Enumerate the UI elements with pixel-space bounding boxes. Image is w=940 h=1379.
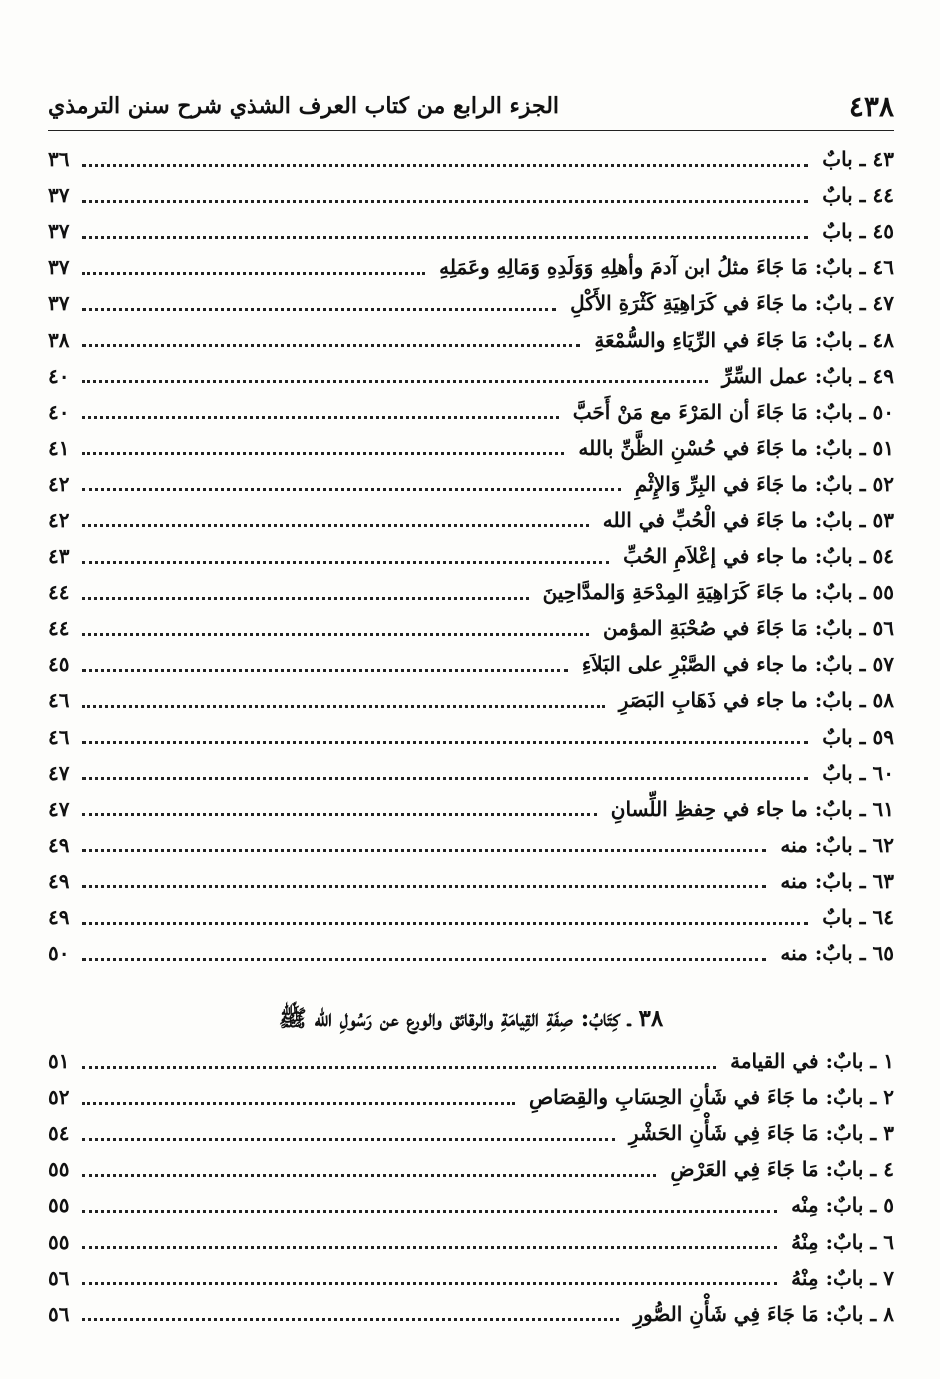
header-rule [48, 130, 894, 131]
toc-entry-page: ٣٧ [48, 183, 70, 208]
dot-leader [82, 669, 568, 672]
dot-leader [82, 452, 564, 455]
toc-entry-title: ٤٥ ـ بابٌ [822, 219, 894, 244]
toc-entry-title: ٥ ـ بابٌ: مِنْه [791, 1193, 894, 1218]
toc-entry-title: ٦٣ ـ بابٌ: منه [780, 868, 894, 893]
toc-entry [48, 466, 894, 502]
toc-entry [48, 285, 894, 321]
toc-entry-page: ٤٣ [48, 544, 70, 569]
toc-entry-page: ٤٠ [48, 363, 70, 388]
toc-entry-page: ٥٦ [48, 1265, 70, 1290]
toc-entry [48, 1043, 894, 1079]
dot-leader [82, 1318, 619, 1321]
toc-entry [48, 1223, 894, 1259]
toc-entry-title: ٤٨ ـ بابٌ: مَا جَاءَ في الرِّيَاءِ والسُّمْعَةِ [594, 327, 894, 352]
toc-entry-title: ٦٤ ـ بابٌ [822, 905, 894, 930]
toc-entry-title: ٣ ـ بابٌ: مَا جَاءَ فِي شَأْنِ الحَشْرِ [628, 1121, 894, 1146]
toc-entry [48, 358, 894, 394]
toc-entry [48, 1260, 894, 1296]
dot-leader [82, 524, 589, 527]
toc-entry [48, 1151, 894, 1187]
toc-entry-title: ٨ ـ بابٌ: مَا جَاءَ فِي شَأْنِ الصُّورِ [633, 1301, 894, 1326]
toc-entry-title: ٦٥ ـ بابٌ: منه [780, 941, 894, 966]
toc-entry [48, 610, 894, 646]
toc-list [48, 141, 894, 971]
toc-entry-page: ٣٧ [48, 219, 70, 244]
toc-entry-page: ٣٧ [48, 255, 70, 280]
toc-entry-page: ٥٦ [48, 1301, 70, 1326]
section-heading: ٣٨ ـ كِتَابُ: صِفَةِ القِيامَةِ والرقائق والورع عن رَسُولِ الله ﷺ [278, 1005, 664, 1032]
toc-entry [48, 899, 894, 935]
toc-entry-page: ٤٧ [48, 796, 70, 821]
toc-entry [48, 321, 894, 357]
dot-leader [82, 272, 425, 275]
toc-entry-page: ٣٦ [48, 147, 70, 172]
toc-entry-title: ٥٨ ـ بابٌ: ما جاء في ذَهَابِ البَصَرِ [618, 688, 894, 713]
dot-leader [82, 380, 708, 383]
toc-entry [48, 935, 894, 971]
toc-entry-page: ٤٩ [48, 832, 70, 857]
page-number: ٤٣٨ [848, 89, 894, 123]
toc-entry-title: ٥٢ ـ بابٌ: ما جَاءَ في البِرِّ وَالإِثْمِ [634, 471, 894, 496]
toc-entry-title: ٤٣ ـ بابٌ [822, 147, 894, 172]
toc-entry [48, 249, 894, 285]
toc-entry-page: ٣٨ [48, 327, 70, 352]
toc-entry [48, 863, 894, 899]
toc-entry-title: ٤ ـ بابٌ: مَا جَاءَ فِي العَرْضِ [670, 1157, 894, 1182]
toc-entry-title: ٥٩ ـ بابٌ [822, 724, 894, 749]
dot-leader [82, 597, 529, 600]
dot-leader [82, 1066, 716, 1069]
toc-entry-title: ٢ ـ بابٌ: ما جَاءَ في شَأنِ الحِسَابِ والقِصَاصِ [529, 1085, 894, 1110]
toc-entry [48, 502, 894, 538]
dot-leader [82, 416, 559, 419]
dot-leader [82, 1210, 777, 1213]
dot-leader [82, 1282, 777, 1285]
toc-entry-page: ٤٩ [48, 868, 70, 893]
toc-entry-title: ٦ ـ بابٌ: مِنْهُ [791, 1229, 894, 1254]
toc-entry-title: ٥٤ ـ بابٌ: ما جاء في إعْلاَمِ الحُبِّ [623, 544, 894, 569]
toc-entry-title: ٦١ ـ بابٌ: ما جاء في حِفظِ اللِّسانِ [610, 796, 894, 821]
toc-entry [48, 141, 894, 177]
toc-entry [48, 646, 894, 682]
toc-entry-title: ١ ـ بابٌ: في القيامة [730, 1049, 894, 1074]
toc-entry-title: ٥٣ ـ بابٌ: ما جَاءَ في الْحُبِّ في الله [602, 507, 894, 532]
toc-entry-page: ٤٥ [48, 652, 70, 677]
toc-entry [48, 791, 894, 827]
dot-leader [82, 813, 597, 816]
toc-entry-page: ٥١ [48, 1049, 70, 1074]
toc-entry-page: ٤٦ [48, 724, 70, 749]
running-title: الجزء الرابع من كتاب العرف الشذي شرح سنن الترمذي [48, 93, 560, 119]
toc-entry-title: ٥٦ ـ بابٌ: مَا جَاءَ في صُحْبَةِ المؤمن [603, 616, 894, 641]
dot-leader [82, 1102, 515, 1105]
dot-leader [82, 236, 808, 239]
dot-leader [82, 344, 580, 347]
toc-entry-page: ٤٢ [48, 471, 70, 496]
toc-entry [48, 682, 894, 718]
toc-entry [48, 719, 894, 755]
toc-entry-page: ٥٢ [48, 1085, 70, 1110]
dot-leader [82, 885, 766, 888]
toc-entry [48, 538, 894, 574]
toc-entry-title: ٥٥ ـ بابٌ: ما جَاءَ كَرَاهِيَةِ المِدْحَةِ وَالمدَّاحِينَ [542, 580, 894, 605]
dot-leader [82, 1246, 777, 1249]
toc-entry-title: ٥١ ـ بابٌ: ما جَاءَ في حُسْنِ الظَّنِّ بالله [578, 435, 894, 460]
toc-entry-title: ٤٩ ـ بابٌ: عمل السِّرِّ [721, 363, 894, 388]
toc-entry-page: ٤١ [48, 435, 70, 460]
toc-entry-page: ٥٠ [48, 941, 70, 966]
toc-entry-page: ٣٧ [48, 291, 70, 316]
toc-entry-title: ٧ ـ بابٌ: مِنْهُ [791, 1265, 894, 1290]
dot-leader [82, 488, 621, 491]
toc-entry-title: ٤٦ ـ بابٌ: مَا جَاءَ مثلُ ابن آدمَ وأهلِهِ وَوَلَدِهِ وَمَالِهِ وعَمَلِهِ [439, 255, 894, 280]
toc-entry-page: ٤٢ [48, 507, 70, 532]
dot-leader [82, 922, 808, 925]
toc-entry-page: ٥٤ [48, 1121, 70, 1146]
toc-entry [48, 177, 894, 213]
dot-leader [82, 705, 605, 708]
dot-leader [82, 1138, 615, 1141]
toc-entry-title: ٥٧ ـ بابٌ: ما جاء في الصَّبْرِ على البَلاَءِ [581, 652, 894, 677]
dot-leader [82, 200, 808, 203]
toc-entry-page: ٥٥ [48, 1193, 70, 1218]
dot-leader [82, 849, 766, 852]
dot-leader [82, 561, 609, 564]
dot-leader [82, 777, 808, 780]
toc-entry-title: ٦٠ ـ بابٌ [822, 760, 894, 785]
toc-entry [48, 574, 894, 610]
dot-leader [82, 958, 766, 961]
toc-list-section-38 [48, 1043, 894, 1332]
dot-leader [82, 308, 556, 311]
toc-entry-page: ٥٥ [48, 1229, 70, 1254]
dot-leader [82, 741, 808, 744]
toc-entry-page: ٤٤ [48, 580, 70, 605]
toc-entry [48, 755, 894, 791]
toc-entry [48, 430, 894, 466]
page-header [48, 84, 894, 128]
toc-entry-page: ٤٦ [48, 688, 70, 713]
toc-entry [48, 213, 894, 249]
toc-entry [48, 1187, 894, 1223]
dot-leader [82, 164, 808, 167]
toc-entry-page: ٥٥ [48, 1157, 70, 1182]
toc-entry-page: ٤٩ [48, 905, 70, 930]
toc-entry [48, 1079, 894, 1115]
toc-entry-title: ٤٧ ـ بابٌ: ما جَاءَ في كَرَاهِيَةِ كَثْرَةِ الأَكْلِ [570, 291, 894, 316]
toc-entry-page: ٤٤ [48, 616, 70, 641]
toc-entry-title: ٤٤ ـ بابٌ [822, 183, 894, 208]
toc-entry [48, 1115, 894, 1151]
toc-entry-page: ٤٧ [48, 760, 70, 785]
toc-entry-title: ٥٠ ـ بابٌ: مَا جَاءَ أن المَرْءَ مع مَنْ أَحَبَّ [572, 399, 894, 424]
dot-leader [82, 1174, 656, 1177]
toc-entry [48, 827, 894, 863]
toc-entry-page: ٤٠ [48, 399, 70, 424]
toc-entry [48, 394, 894, 430]
toc-entry-title: ٦٢ ـ بابٌ: منه [780, 832, 894, 857]
toc-entry [48, 1296, 894, 1332]
dot-leader [82, 633, 589, 636]
